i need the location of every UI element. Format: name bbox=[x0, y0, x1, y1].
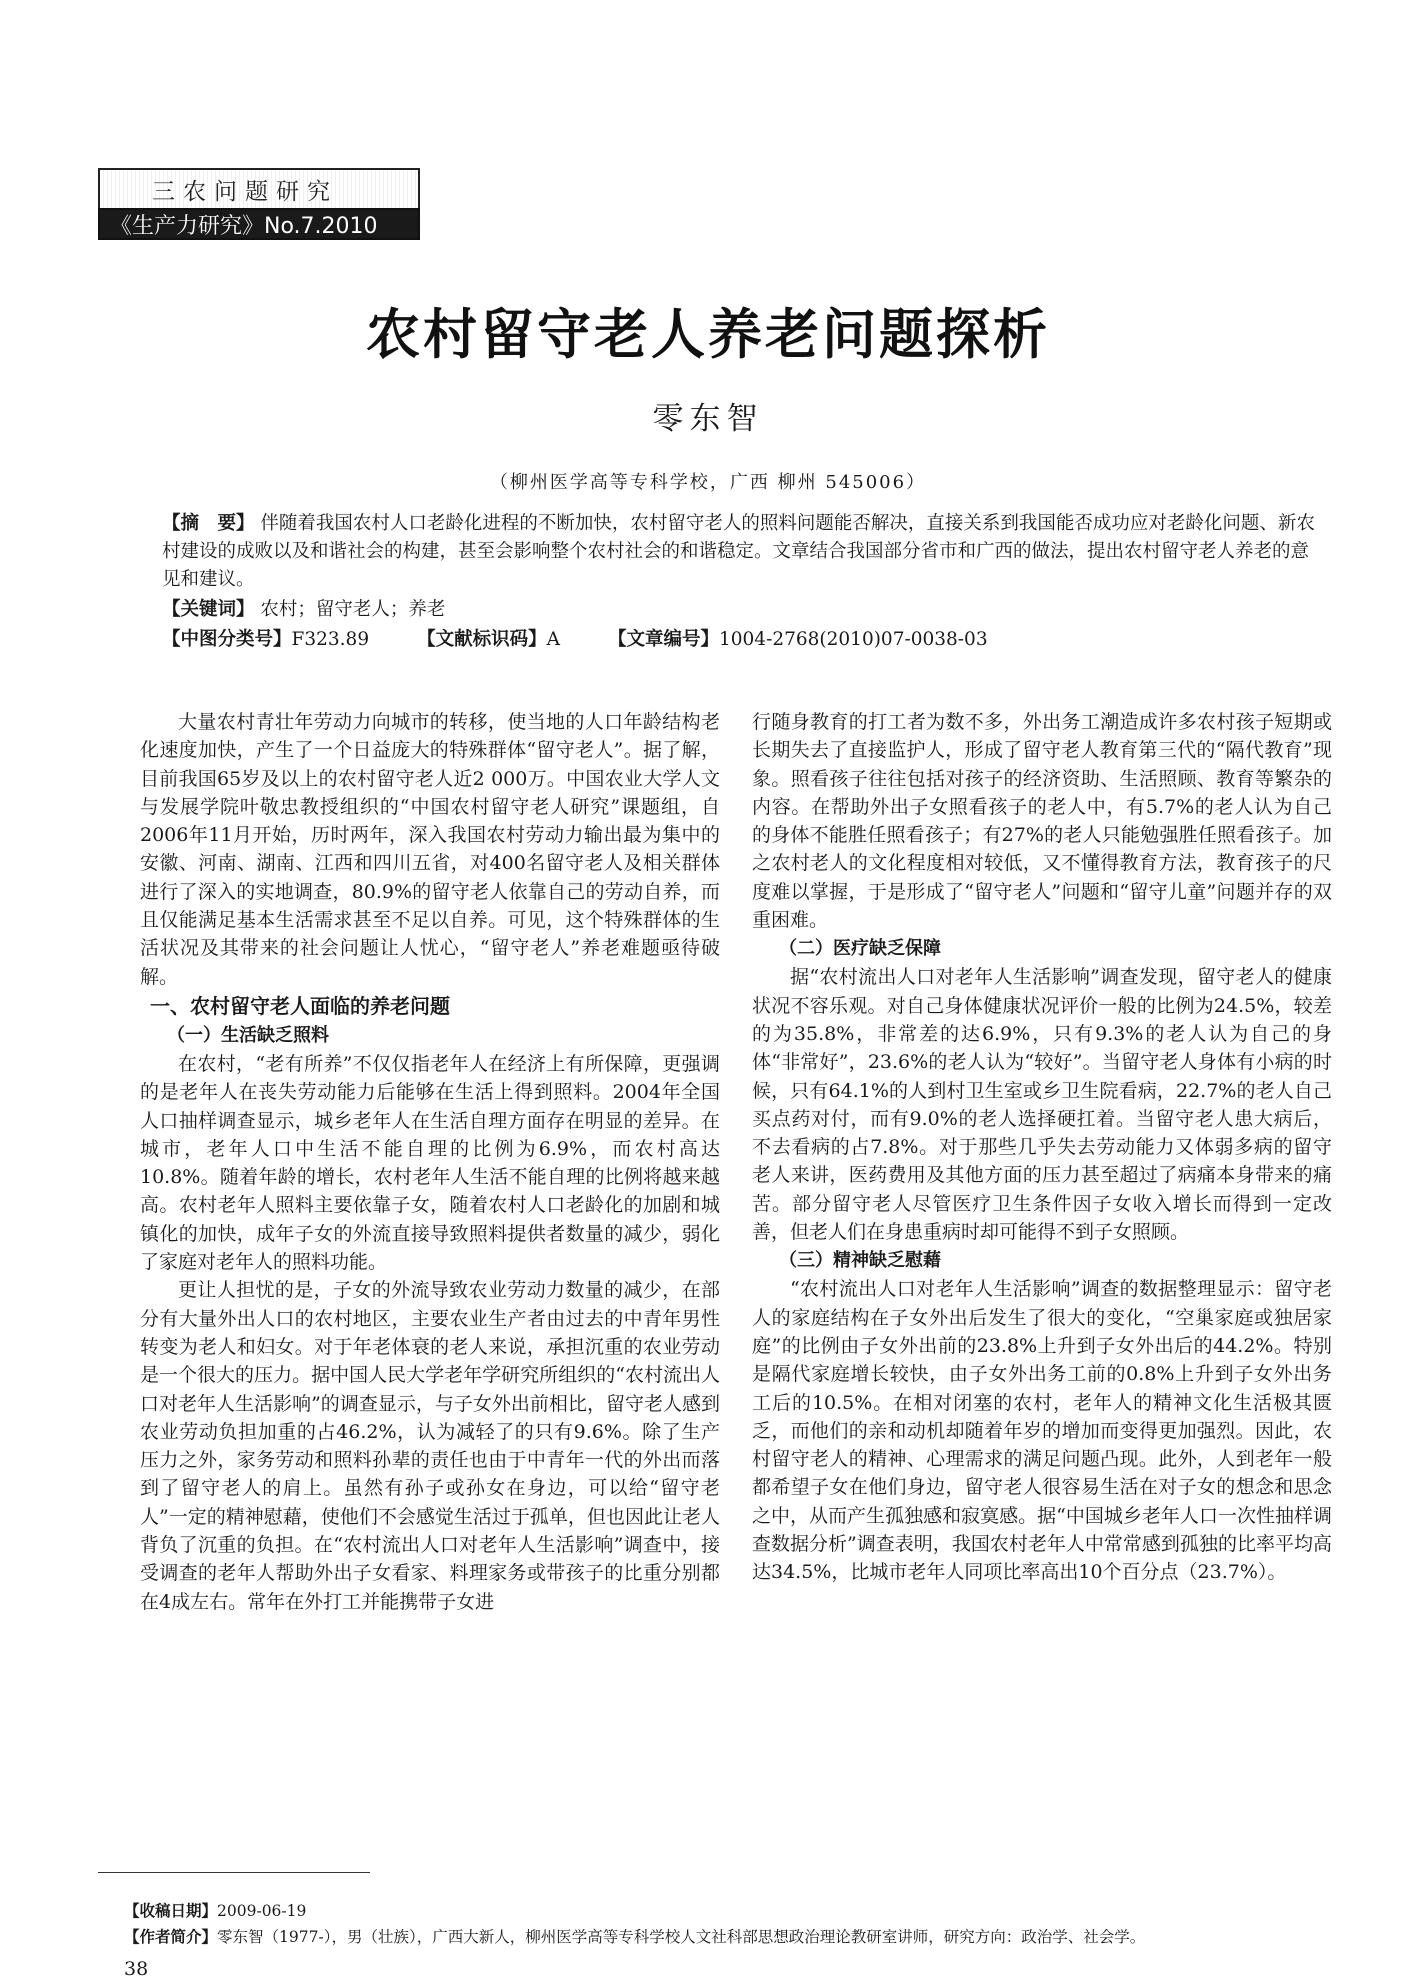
author-bio-text: 零东智（1977-），男（壮族），广西大新人，柳州医学高等专科学校人文社科部思想政治理论教研室讲师，研究方向：政治学、社会学。 bbox=[217, 1928, 1146, 1946]
abstract-paragraph bbox=[162, 510, 1324, 594]
page-number: 38 bbox=[124, 1958, 149, 1980]
abstract-label: 【摘 要】 bbox=[162, 513, 255, 534]
subsection-heading: （一）生活缺乏照料 bbox=[167, 1024, 329, 1046]
article-no-item bbox=[608, 626, 988, 654]
author-bio bbox=[124, 1924, 1364, 1950]
abstract-text: 伴随着我国农村人口老龄化进程的不断加快，农村留守老人的照料问题能否解决，直接关系到我国能否成功应对老龄化问题、新农村建设的成败以及和谐社会的构建，甚至会影响整个农村社会的和谐稳定。文章结合我国部分省市和广西的做法，提出农村留守老人养老的意见和建议。 bbox=[162, 513, 1315, 590]
section-heading: 一、农村留守老人面临的养老问题 bbox=[150, 993, 450, 1018]
clc-value: F323.89 bbox=[291, 629, 370, 650]
author-affiliation: （柳州医学高等专科学校，广西 柳州 545006） bbox=[489, 472, 927, 493]
section-header bbox=[98, 168, 420, 240]
footnote-divider bbox=[98, 1872, 370, 1873]
abstract-block bbox=[162, 510, 1324, 654]
body-column-left bbox=[140, 708, 720, 1616]
doc-code-value: A bbox=[546, 629, 560, 650]
keywords-text: 农村；留守老人；养老 bbox=[260, 599, 446, 620]
article-title: 农村留守老人养老问题探析 bbox=[366, 303, 1050, 366]
body-paragraph: 更让人担忧的是，子女的外流导致农业劳动力数量的减少，在部分有大量外出人口的农村地区，主要农业生产者由过去的中青年男性转变为老人和妇女。对于年老体衰的老人来说，承担沉重的农业劳动是一个很大的压力。据中国人民大学老年学研究所组织的“农村流出人口对老年人生活影响”的调查显示，与子女外出前相比，留守老人感到农业劳动负担加重的占46.2%，认为减轻了的只有9.6%。除了生产压力之外，家务劳动和照料孙辈的责任也由于中青年一代的外出而落到了留守老人的肩上。虽然有孙子或孙女在身边，可以给“留守老人”一定的精神慰藉，使他们不会感觉生活过于孤单，但也因此让老人背负了沉重的负担。在“农村流出人口对老年人生活影响”调查中，接受调查的老年人帮助外出子女看家、料理家务或带孩子的比重分别都在4成左右。常年在外打工并能携带子女进 bbox=[140, 1279, 720, 1613]
footnotes bbox=[124, 1898, 1364, 1950]
received-label: 【收稿日期】 bbox=[124, 1902, 218, 1920]
clc-label: 【中图分类号】 bbox=[162, 629, 292, 650]
keywords-label: 【关键词】 bbox=[162, 599, 255, 620]
doc-code-label: 【文献标识码】 bbox=[417, 629, 547, 650]
author-bio-label: 【作者简介】 bbox=[124, 1928, 218, 1946]
received-value: 2009-06-19 bbox=[217, 1902, 307, 1920]
journal-issue: 《生产力研究》No.7.2010 bbox=[98, 208, 420, 240]
classification-line bbox=[162, 626, 1324, 654]
body-paragraph: 大量农村青壮年劳动力向城市的转移，使当地的人口年龄结构老化速度加快，产生了一个日益庞大的特殊群体“留守老人”。据了解，目前我国65岁及以上的农村留守老人近2 000万。中国农业大学人文与发展学院叶敬忠教授组织的“中国农村留守老人研究”课题组，自2006年11月开始，历时两年，深入我国农村劳动力输出最为集中的安徽、河南、湖南、江西和四川五省，对400名留守老人及相关群体进行了深入的实地调查，80.9%的留守老人依靠自己的劳动自养，而且仅能满足基本生活需求甚至不足以自养。可见，这个特殊群体的生活状况及其带来的社会问题让人忧心，“留守老人”养老难题亟待破解。 bbox=[140, 711, 720, 988]
received-date bbox=[124, 1898, 1364, 1924]
body-paragraph: “农村流出人口对老年人生活影响”调查的数据整理显示：留守老人的家庭结构在子女外出后发生了很大的变化，“空巢家庭或独居家庭”的比例由子女外出前的23.8%上升到子女外出后的44.2%。特别是隔代家庭增长较快，由子女外出务工前的0.8%上升到子女外出务工后的10.5%。在相对闭塞的农村，老年人的精神文化生活极其匮乏，而他们的亲和动机却随着年岁的增加而变得更加强烈。因此，农村留守老人的精神、心理需求的满足问题凸现。此外，人到老年一般都希望子女在他们身边，留守老人很容易生活在对子女的想念和思念之中，从而产生孤独感和寂寞感。据“中国城乡老年人口一次性抽样调查数据分析”调查表明，我国农村老年人中常常感到孤独的比率平均高达34.5%，比城市老年人同项比率高出10个百分点（23.7%）。 bbox=[752, 1278, 1332, 1584]
body-paragraph: 在农村，“老有所养”不仅仅指老年人在经济上有所保障，更强调的是老年人在丧失劳动能力后能够在生活上得到照料。2004年全国人口抽样调查显示，城乡老年人在生活自理方面存在明显的差异。在城市，老年人口中生活不能自理的比例为6.9%，而农村高达10.8%。随着年龄的增长，农村老年人生活不能自理的比例将越来越高。农村老年人照料主要依靠子女，随着农村人口老龄化的加剧和城镇化的加快，成年子女的外流直接导致照料提供者数量的减少，弱化了家庭对老年人的照料功能。 bbox=[140, 1052, 720, 1274]
subsection-heading: （二）医疗缺乏保障 bbox=[779, 938, 941, 960]
article-author: 零东智 bbox=[652, 401, 764, 437]
body-paragraph: 据“农村流出人口对老年人生活影响”调查发现，留守老人的健康状况不容乐观。对自己身体健康状况评价一般的比例为24.5%，较差的为35.8%，非常差的达6.9%，只有9.3%的老人认为自己的身体“非常好”，23.6%的老人认为“较好”。当留守老人身体有小病的时候，只有64.1%的人到村卫生室或乡卫生院看病，22.7%的老人自己买点药对付，而有9.0%的老人选择硬扛着。当留守老人患大病后，不去看病的占7.8%。对于那些几乎失去劳动能力又体弱多病的留守老人来讲，医药费用及其他方面的压力甚至超过了病痛本身带来的痛苦。部分留守老人尽管医疗卫生条件因子女收入增长而得到一定改善，但老人们在身患重病时却可能得不到子女照顾。 bbox=[752, 966, 1332, 1244]
clc-item bbox=[162, 626, 369, 654]
keywords-line bbox=[162, 596, 1324, 624]
article-no-value: 1004-2768(2010)07-0038-03 bbox=[719, 629, 988, 650]
article-no-label: 【文章编号】 bbox=[607, 629, 719, 650]
doc-code-item bbox=[417, 626, 560, 654]
body-paragraph: 行随身教育的打工者为数不多，外出务工潮造成许多农村孩子短期或长期失去了直接监护人，形成了留守老人教育第三代的“隔代教育”现象。照看孩子往往包括对孩子的经济资助、生活照顾、教育等繁杂的内容。在帮助外出子女照看孩子的老人中，有5.7%的老人认为自己的身体不能胜任照看孩子；有27%的老人只能勉强胜任照看孩子。加之农村老人的文化程度相对较低，又不懂得教育方法，教育孩子的尺度难以掌握，于是形成了“留守老人”问题和“留守儿童”问题并存的双重困难。 bbox=[752, 711, 1332, 932]
subsection-heading: （三）精神缺乏慰藉 bbox=[779, 1250, 941, 1272]
section-label: 三农问题研究 bbox=[98, 168, 420, 208]
body-column-right bbox=[752, 708, 1332, 1587]
